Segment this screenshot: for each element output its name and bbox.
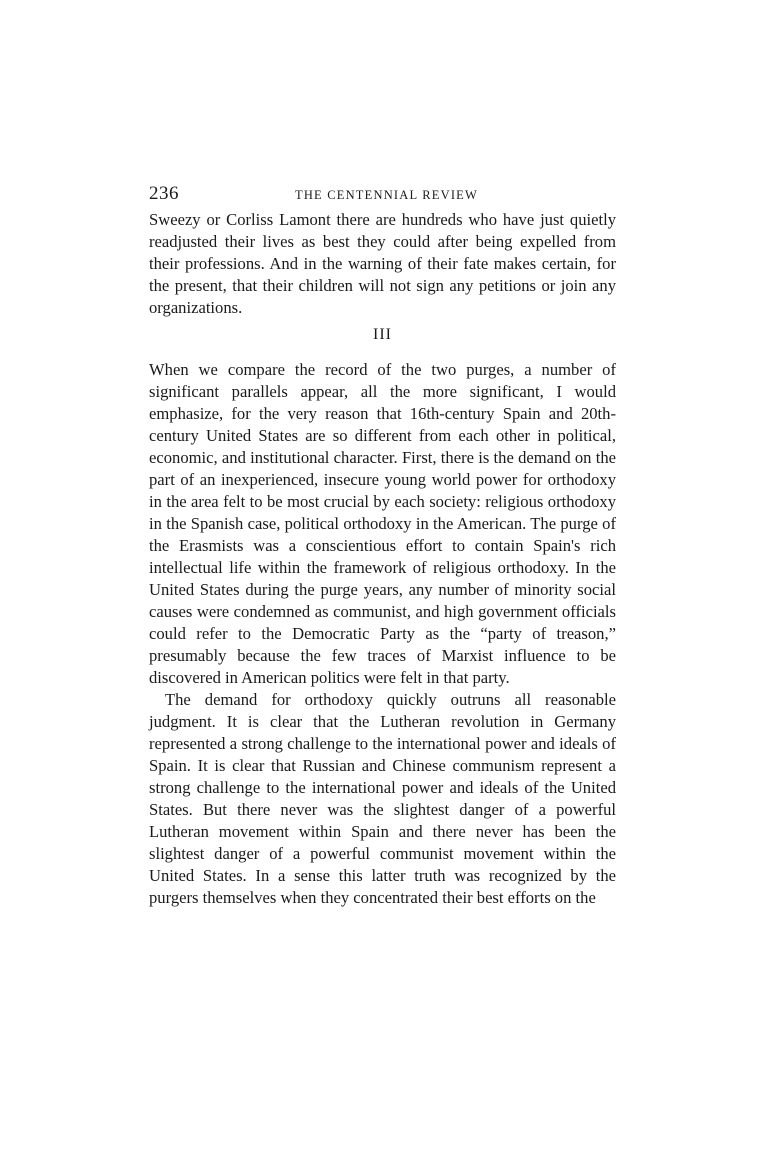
book-page (149, 183, 616, 909)
continuation-paragraph: Sweezy or Corliss Lamont there are hundreds who have just quietly readjusted their lives as best they could after being expelled from their professions. And in the warning of their fate makes certain, for the present, that their children will not sign any petitions or join any organizations. (149, 210, 616, 317)
journal-title: THE CENTENNIAL REVIEW (294, 188, 479, 202)
body-paragraph-2: The demand for orthodoxy quickly outruns all reasonable judgment. It is clear that the Lutheran revolution in Germany represented a strong challenge to the international power and ideals of Spain. It is clear that Russian and Chinese communism represent a strong challenge to the international power and ideals of the United States. But there never was the slightest danger of a powerful Lutheran movement within Spain and there never has been the slightest danger of a powerful communist movement within the United States. In a sense this latter truth was recognized by the purgers themselves when they concentrated their best efforts on the (149, 690, 616, 907)
section-heading: III (373, 326, 392, 343)
running-head (149, 183, 616, 209)
page-number: 236 (149, 183, 179, 204)
body-paragraph-1: When we compare the record of the two purges, a number of significant parallels appear, all the more significant, I would emphasize, for the very reason that 16th-century Spain and 20th-century United States are so different from each other in political, economic, and institutional character. First, there is the demand on the part of an inexperienced, insecure young world power for orthodoxy in the area felt to be most crucial by each society: religious orthodoxy in the Spanish case, political orthodoxy in the American. The purge of the Erasmists was a conscientious effort to contain Spain's rich intellectual life within the framework of religious orthodoxy. In the United States during the purge years, any number of minority social causes were condemned as communist, and high government officials could refer to the Democratic Party as the “party of treason,” presumably because the few traces of Marxist influence to be discovered in American politics were felt in that party. (149, 360, 616, 687)
